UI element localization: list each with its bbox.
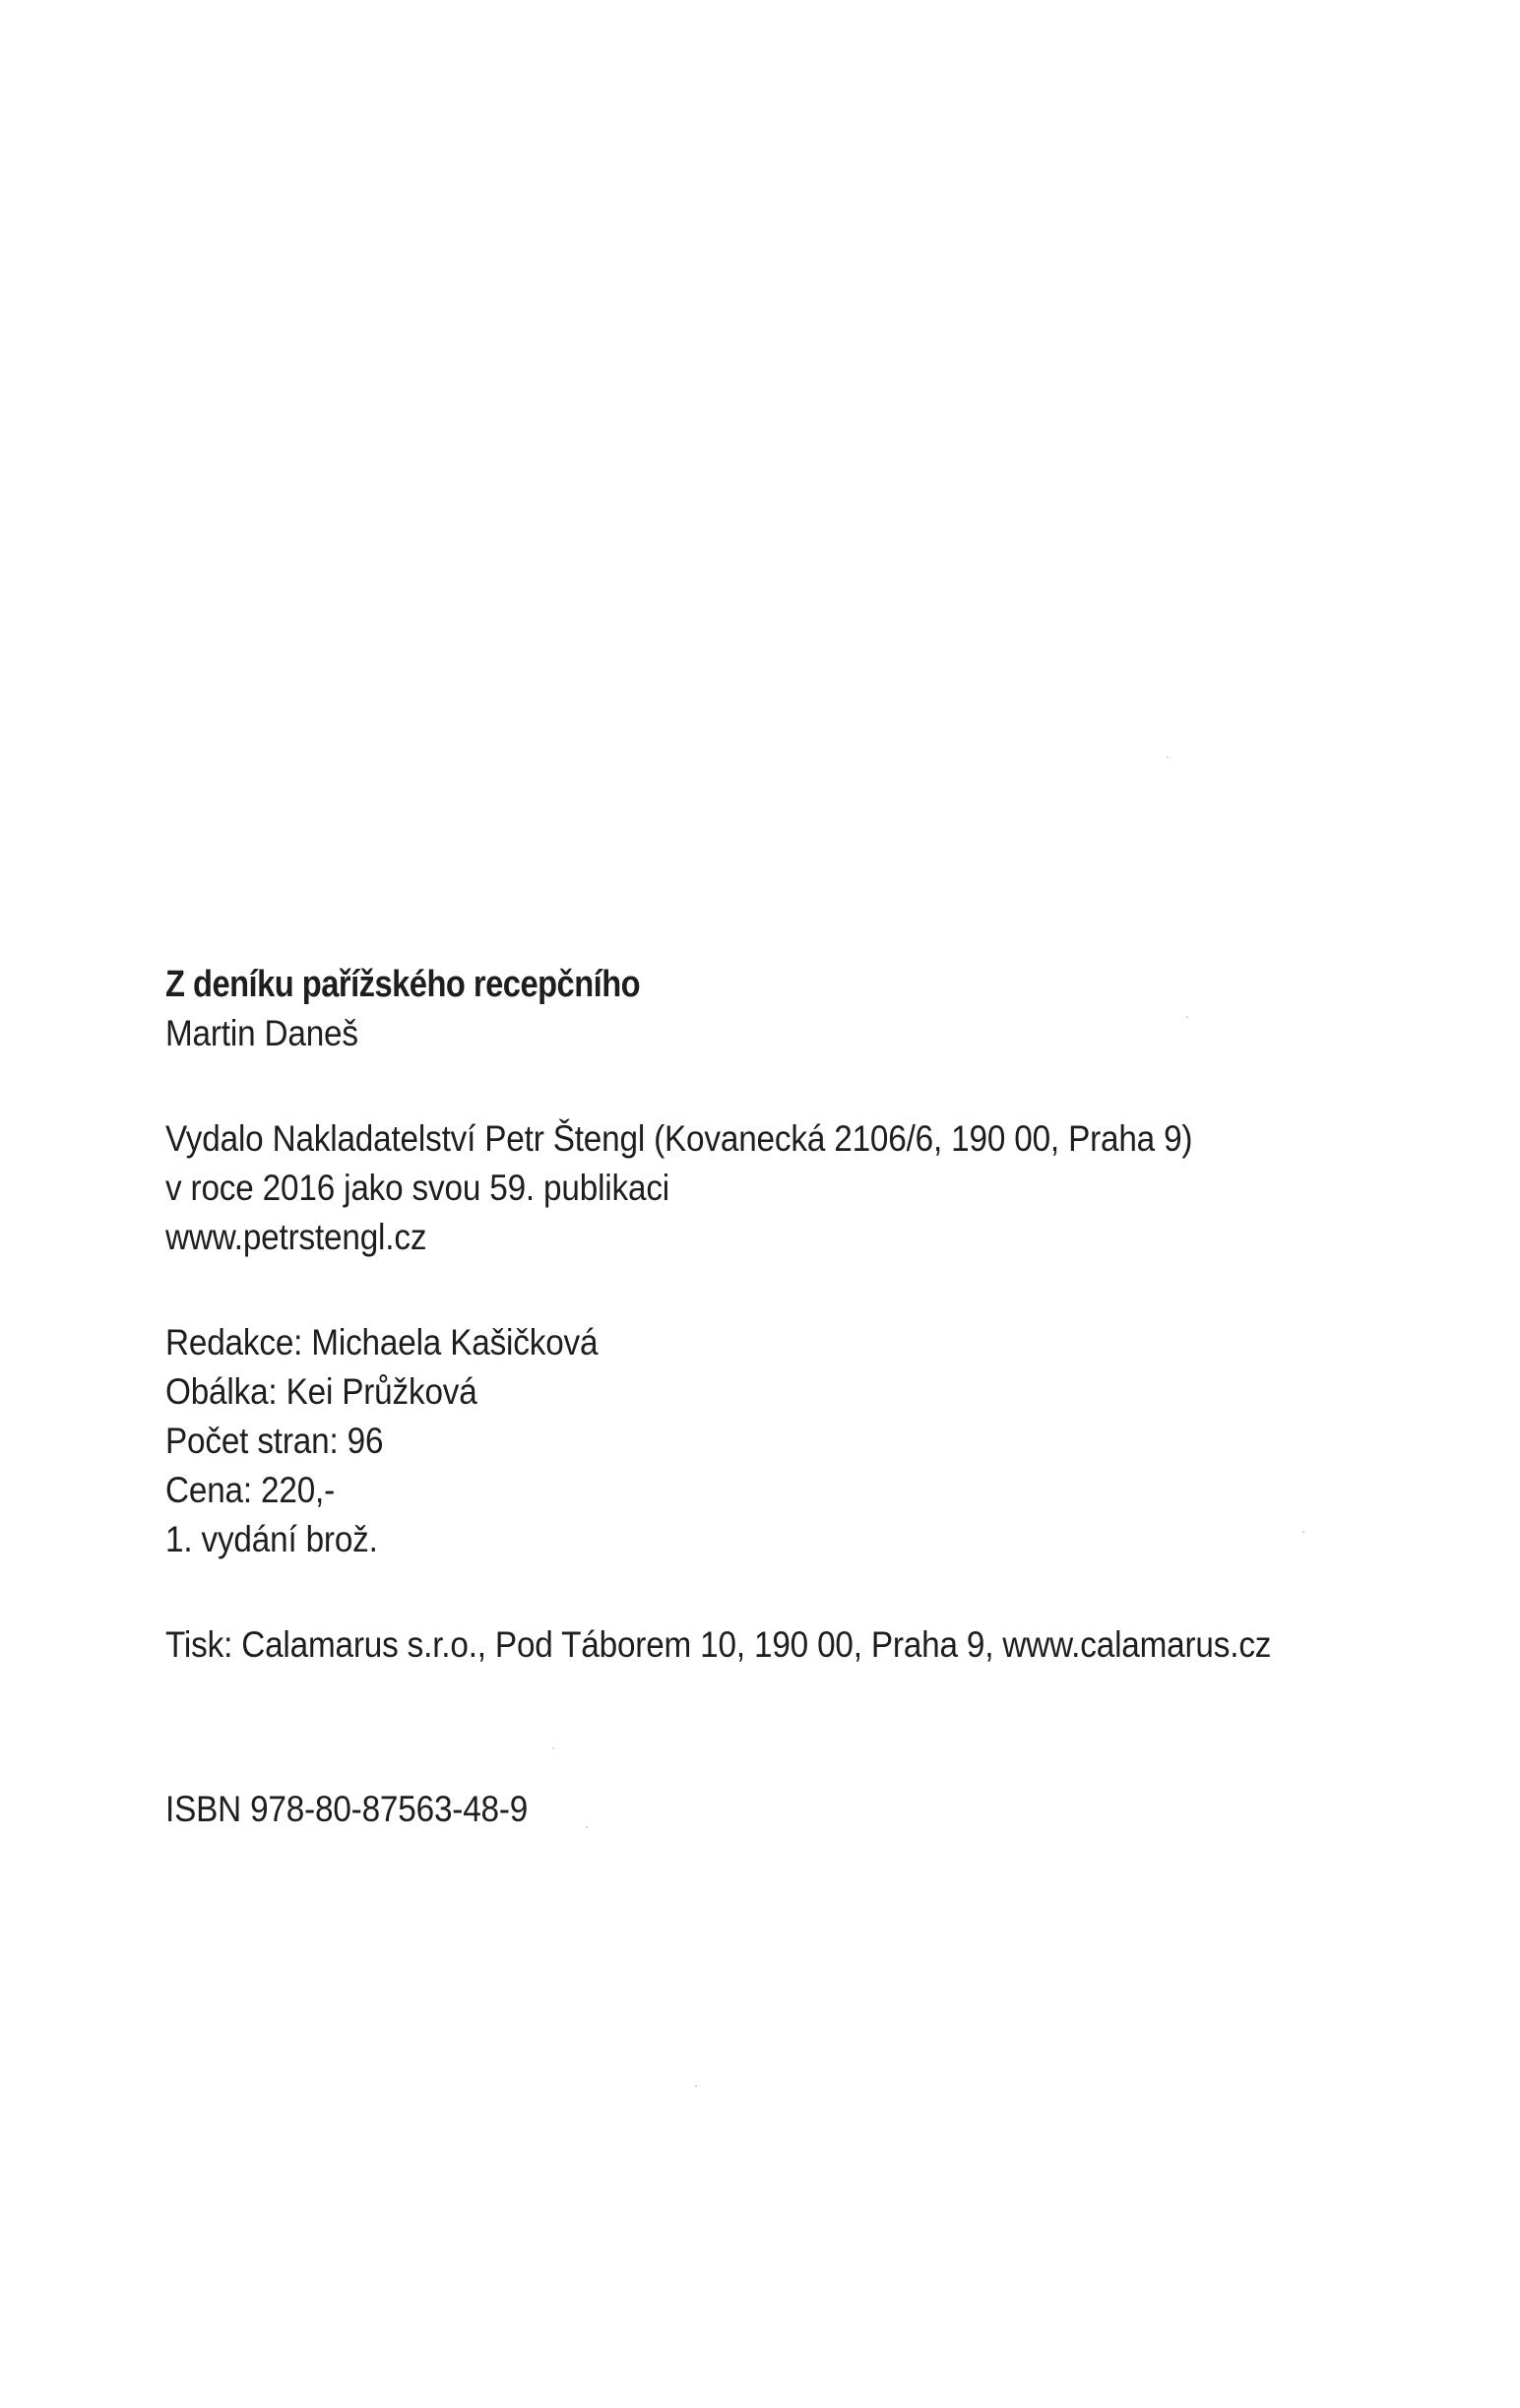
cover-line: Obálka: Kei Průžková: [165, 1371, 477, 1412]
book-title: Z deníku pařížského recepčního: [165, 964, 641, 1005]
publisher-line: Vydalo Nakladatelství Petr Štengl (Kovanecká 2106/6, 190 00, Praha 9): [165, 1118, 1193, 1159]
isbn-line: ISBN 978-80-87563-48-9: [165, 1789, 529, 1829]
printer-line: Tisk: Calamarus s.r.o., Pod Táborem 10, 190 00, Praha 9, www.calamarus.cz: [165, 1624, 1272, 1665]
editor-line: Redakce: Michaela Kašičková: [165, 1322, 599, 1362]
edition-line: 1. vydání brož.: [165, 1519, 378, 1559]
imprint-block: [165, 960, 1445, 1834]
paper-speck: [695, 2085, 697, 2087]
book-author: Martin Daneš: [165, 1013, 358, 1053]
page-count-line: Počet stran: 96: [165, 1421, 384, 1461]
publication-year-line: v roce 2016 jako svou 59. publikaci: [165, 1168, 670, 1208]
price-line: Cena: 220,-: [165, 1470, 336, 1510]
publisher-website: www.petrstengl.cz: [165, 1217, 427, 1257]
paper-speck: [1167, 756, 1169, 758]
